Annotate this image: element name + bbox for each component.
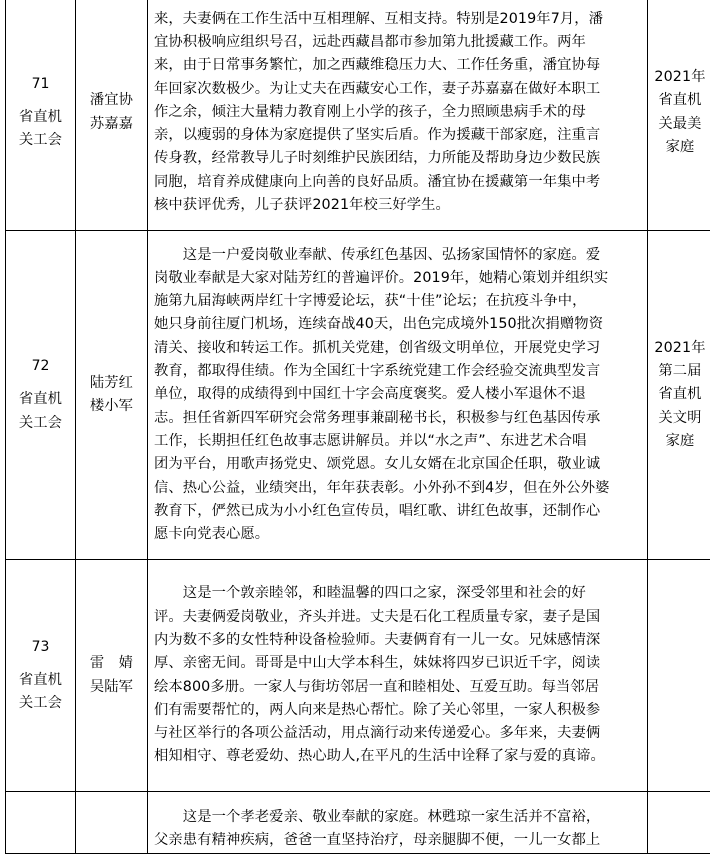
unit-name: 省直机 关工会 bbox=[6, 106, 75, 153]
unit-cell bbox=[6, 560, 76, 792]
unit-cell bbox=[6, 792, 76, 854]
family-names: 陆芳红 楼小军 bbox=[76, 372, 147, 419]
family-name-cell bbox=[76, 792, 148, 854]
deeds-text: 这是一个敦亲睦邻，和睦温馨的四口之家，深受邻里和社会的好 评。夫妻俩爱岗敬业，齐头并进。丈夫是石化工程质量专家，妻子是国 内为数不多的女性特种设备检验师。夫妻俩育有一儿一女。兄妹感情深 厚、亲密无间。哥哥是中山大学本科生，妹妹将四岁已识近千字，阅读 绘本800多册。一家人与街坊邻居一直和睦相处、互爱互助。每当邻居 们有需要帮忙的，两人向来是热心帮忙。除了关心邻里，一家人积极参 与社区举行的各项公益活动，用点滴行动来传递爱心。多年来，夫妻俩 相知相守、尊老爱幼、热心助人,在平凡的生活中诠释了家与爱的真谛。 bbox=[154, 582, 643, 768]
table-row bbox=[6, 0, 710, 231]
deeds-text: 这是一个孝老爱亲、敬业奉献的家庭。林甦琼一家生活并不富裕， 父亲患有精神疾病，爸爸一直坚持治疗，母亲腿脚不便，一儿一女都上 bbox=[154, 806, 643, 853]
deeds-text: 来，夫妻俩在工作生活中互相理解、互相支持。特别是2019年7月，潘 宜协积极响应组织号召，远赴西藏昌都市参加第九批援藏工作。两年 来，由于日常事务繁忙，加之西藏维稳压力大、工作任务重，潘宜协每 年回家次数极少。为让丈夫在西藏安心工作，妻子苏嘉嘉在做好本职工 作之余，倾注大量精力教育刚上小学的孩子，全力照顾患病手术的母 亲，以瘦弱的身体为家庭提供了坚实后盾。作为援藏干部家庭，注重言 传身教，经常教导儿子时刻维护民族团结，力所能及帮助身边少数民族 同胞，培育养成健康向上向善的良好品质。潘宜协在援藏第一年集中考 核中获评优秀，儿子获评2021年校三好学生。 bbox=[154, 8, 643, 218]
family-names: 雷 婧 吴陆军 bbox=[76, 652, 147, 699]
unit-cell bbox=[6, 231, 76, 560]
row-number: 73 bbox=[6, 636, 75, 659]
deeds-cell bbox=[148, 792, 648, 854]
row-number: 72 bbox=[6, 355, 75, 378]
honor-title: 2021年 第二届 省直机 关文明 家庭 bbox=[648, 337, 710, 453]
row-number: 71 bbox=[6, 73, 75, 96]
honor-cell bbox=[648, 792, 710, 854]
deeds-text: 这是一户爱岗敬业奉献、传承红色基因、弘扬家国情怀的家庭。爱 岗敬业奉献是大家对陆芳红的普遍评价。2019年，她精心策划并组织实 施第九届海峡两岸红十字博爱论坛，获“十佳”论坛；在抗疫斗争中， 她只身前往厦门机场，连续奋战40天，出色完成境外150批次捐赠物资 清关、接收和转运工作。抓机关党建，创省级文明单位，开展党史学习 教育，都取得佳绩。作为全国红十字系统党建工作会经验交流典型发言 单位，取得的成绩得到中国红十字会高度褒奖。爱人楼小军退休不退 志。担任省新四军研究会常务理事兼副秘书长，积极参与红色基因传承 工作，长期担任红色故事志愿讲解员。并以“水之声”、东进艺术合唱 团为平台，用歌声扬党史、颂党恩。女儿女婿在北京国企任职，敬业诚 信、热心公益，业绩突出，年年获表彰。小外孙不到4岁，但在外公外婆 教育下，俨然已成为小小红色宣传员，唱红歌、讲红色故事，还制作心 愿卡向党表心愿。 bbox=[154, 244, 643, 547]
unit-name: 省直机 关工会 bbox=[6, 388, 75, 435]
honor-cell bbox=[648, 231, 710, 560]
deeds-cell bbox=[148, 0, 648, 231]
family-name-cell bbox=[76, 0, 148, 231]
family-name-cell bbox=[76, 560, 148, 792]
unit-cell bbox=[6, 0, 76, 231]
deeds-cell bbox=[148, 560, 648, 792]
honor-cell bbox=[648, 0, 710, 231]
family-name-cell bbox=[76, 231, 148, 560]
table-row bbox=[6, 560, 710, 792]
family-names: 潘宜协 苏嘉嘉 bbox=[76, 89, 147, 136]
family-honor-table bbox=[5, 0, 710, 854]
table-row bbox=[6, 231, 710, 560]
unit-name: 省直机 关工会 bbox=[6, 669, 75, 716]
honor-title: 2021年 省直机 关最美 家庭 bbox=[648, 66, 710, 159]
honor-cell bbox=[648, 560, 710, 792]
deeds-cell bbox=[148, 231, 648, 560]
table-row bbox=[6, 792, 710, 854]
